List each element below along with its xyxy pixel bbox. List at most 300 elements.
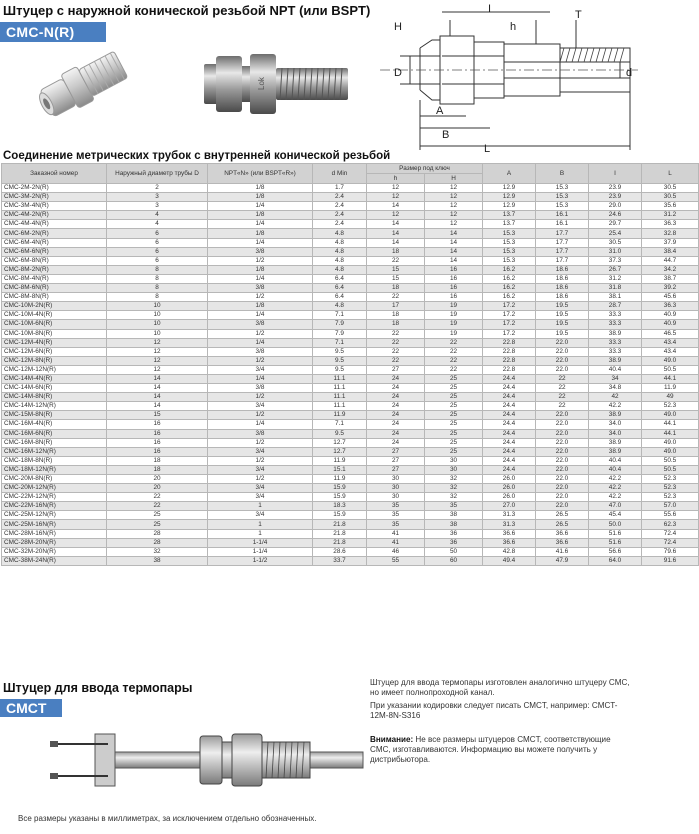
table-cell: CMC-16M-12N(R) (2, 447, 107, 456)
table-cell: 9.5 (313, 347, 367, 356)
table-row (2, 220, 699, 229)
table-cell: 17.7 (536, 229, 589, 238)
table-cell: 18.6 (536, 265, 589, 274)
warning-label: Внимание: (370, 735, 414, 744)
table-cell: 36.3 (642, 302, 699, 311)
table-cell: 12.7 (313, 438, 367, 447)
table-cell: 30.5 (589, 238, 642, 247)
table-cell: CMC-28M-20N(R) (2, 538, 107, 547)
table-cell: 16.2 (483, 265, 536, 274)
thermocouple-fitting-icon (50, 722, 365, 802)
table-cell: 18 (367, 247, 425, 256)
table-cell: 18 (367, 284, 425, 293)
table-cell: 1/4 (208, 311, 313, 320)
svg-text:T: T (575, 9, 582, 21)
table-cell: 1/8 (208, 211, 313, 220)
svg-text:H: H (394, 21, 402, 33)
table-cell: CMC-22M-16N(R) (2, 502, 107, 511)
table-cell: 15.3 (483, 229, 536, 238)
table-row (2, 293, 699, 302)
table-cell: 18 (107, 456, 208, 465)
table-cell: 42 (589, 393, 642, 402)
table-cell: 14 (107, 374, 208, 383)
table-cell: 9.5 (313, 365, 367, 374)
table-cell: 14 (367, 238, 425, 247)
table-cell: CMC-14M-4N(R) (2, 374, 107, 383)
table-cell: 45.4 (589, 511, 642, 520)
table-cell: 38.9 (589, 447, 642, 456)
table-cell: 35 (425, 502, 483, 511)
table-cell: 31.0 (589, 247, 642, 256)
table-cell: 3/8 (208, 247, 313, 256)
table-cell: 10 (107, 329, 208, 338)
table-cell: 27 (367, 456, 425, 465)
table-cell: 15.9 (313, 493, 367, 502)
table-cell: 32 (425, 493, 483, 502)
table-cell: 18.6 (536, 274, 589, 283)
table-cell: 6.4 (313, 293, 367, 302)
product-code-badge: CMC-N(R) (0, 22, 106, 42)
table-cell: 16 (107, 420, 208, 429)
table-cell: 41 (367, 538, 425, 547)
header-I: I (589, 164, 642, 184)
table-cell: 35 (367, 511, 425, 520)
table-cell: 12 (425, 184, 483, 193)
table-row (2, 465, 699, 474)
table-cell: 22.8 (483, 338, 536, 347)
table-cell: CMC-22M-12N(R) (2, 493, 107, 502)
table-cell: CMC-25M-16N(R) (2, 520, 107, 529)
table-cell: 3/4 (208, 484, 313, 493)
table-row (2, 247, 699, 256)
table-cell: 15.9 (313, 511, 367, 520)
table-cell: 1.7 (313, 184, 367, 193)
table-row (2, 256, 699, 265)
notes-block (370, 678, 632, 768)
table-cell: 32.8 (642, 229, 699, 238)
table-cell: 25 (425, 411, 483, 420)
table-cell: 2.4 (313, 193, 367, 202)
table-cell: 17 (367, 302, 425, 311)
table-cell: 50.5 (642, 365, 699, 374)
table-cell: 19.5 (536, 320, 589, 329)
note-paragraph-2: При указании кодировки следует писать CMCT, например: CMCT-12M-8N-S316 (370, 701, 618, 720)
table-row (2, 184, 699, 193)
table-cell: 36.6 (483, 538, 536, 547)
table-cell: 64.0 (589, 556, 642, 565)
fitting-photo-icon (22, 40, 142, 130)
table-cell: 8 (107, 284, 208, 293)
table-cell: 6 (107, 238, 208, 247)
table-cell: 11.9 (313, 475, 367, 484)
table-cell: CMC-16M-8N(R) (2, 438, 107, 447)
table-cell: 1/4 (208, 338, 313, 347)
table-cell: 31.3 (483, 511, 536, 520)
table-row (2, 493, 699, 502)
table-cell: 3/4 (208, 365, 313, 374)
table-cell: 4.8 (313, 265, 367, 274)
header-npt: NPT«N» (или BSPT«R») (208, 164, 313, 184)
svg-text:Lok: Lok (257, 77, 266, 90)
table-cell: 44.1 (642, 429, 699, 438)
table-cell: 38.9 (589, 356, 642, 365)
table-cell: 14 (107, 384, 208, 393)
svg-text:d: d (626, 67, 633, 79)
table-cell: CMC-18M-8N(R) (2, 456, 107, 465)
table-cell: 31.3 (483, 520, 536, 529)
table-cell: 4.8 (313, 238, 367, 247)
table-cell: 25 (425, 393, 483, 402)
table-cell: CMC-4M-2N(R) (2, 211, 107, 220)
table-cell: 22 (536, 393, 589, 402)
table-cell: 40.9 (642, 320, 699, 329)
table-cell: 32 (425, 484, 483, 493)
table-row (2, 438, 699, 447)
table-cell: 33.3 (589, 347, 642, 356)
thermocouple-badge: CMCT (0, 699, 62, 717)
table-cell: CMC-10M-6N(R) (2, 320, 107, 329)
table-cell: 15.3 (483, 256, 536, 265)
table-cell: 27.0 (483, 502, 536, 511)
table-cell: 7.9 (313, 320, 367, 329)
table-cell: 56.6 (589, 547, 642, 556)
table-cell: 41.6 (536, 547, 589, 556)
table-cell: 22.0 (536, 420, 589, 429)
table-cell: 1/2 (208, 475, 313, 484)
table-cell: 36 (425, 538, 483, 547)
table-cell: 16.2 (483, 274, 536, 283)
table-cell: 2.4 (313, 211, 367, 220)
table-cell: 3 (107, 193, 208, 202)
table-cell: 1/2 (208, 456, 313, 465)
table-cell: 12 (107, 365, 208, 374)
header-h: h (367, 174, 425, 184)
table-cell: 29.7 (589, 220, 642, 229)
table-row (2, 365, 699, 374)
table-row (2, 484, 699, 493)
table-cell: CMC-12M-12N(R) (2, 365, 107, 374)
table-cell: 16.2 (483, 284, 536, 293)
table-cell: 15.3 (536, 202, 589, 211)
table-cell: 15 (107, 411, 208, 420)
table-cell: 38.1 (589, 293, 642, 302)
table-cell: 35 (367, 520, 425, 529)
table-cell: 26.0 (483, 484, 536, 493)
table-cell: 40.4 (589, 456, 642, 465)
table-cell: 30 (367, 493, 425, 502)
table-cell: 14 (425, 247, 483, 256)
table-cell: 30.5 (642, 184, 699, 193)
table-cell: 42.2 (589, 484, 642, 493)
table-cell: 4.8 (313, 247, 367, 256)
table-cell: 31.8 (589, 284, 642, 293)
table-cell: 14 (107, 393, 208, 402)
table-cell: 1/2 (208, 329, 313, 338)
table-cell: 26.0 (483, 475, 536, 484)
table-cell: 16.1 (536, 211, 589, 220)
table-cell: 6.4 (313, 284, 367, 293)
table-cell: 24.4 (483, 393, 536, 402)
table-cell: 12 (367, 184, 425, 193)
table-cell: 22.0 (536, 465, 589, 474)
table-cell: 44.1 (642, 420, 699, 429)
table-cell: 40.4 (589, 365, 642, 374)
table-cell: 38 (107, 556, 208, 565)
table-cell: 12.7 (313, 447, 367, 456)
table-row (2, 384, 699, 393)
table-cell: 4 (107, 211, 208, 220)
table-cell: 22.0 (536, 447, 589, 456)
table-cell: CMC-20M-8N(R) (2, 475, 107, 484)
table-row (2, 302, 699, 311)
table-cell: 14 (367, 229, 425, 238)
table-cell: 43.4 (642, 347, 699, 356)
table-cell: 30 (367, 484, 425, 493)
table-cell: 50 (425, 547, 483, 556)
table-cell: 42.2 (589, 493, 642, 502)
table-cell: 22.0 (536, 475, 589, 484)
footer-note: Все размеры указаны в миллиметрах, за исключением отдельно обозначенных. (18, 814, 317, 823)
table-cell: 24.4 (483, 465, 536, 474)
table-cell: 15 (367, 274, 425, 283)
table-cell: 19.5 (536, 329, 589, 338)
table-row (2, 556, 699, 565)
table-cell: 1-1/4 (208, 547, 313, 556)
table-cell: 4.8 (313, 229, 367, 238)
table-cell: CMC-10M-4N(R) (2, 311, 107, 320)
table-cell: 18 (367, 320, 425, 329)
table-cell: 42.2 (589, 475, 642, 484)
table-cell: 1-1/2 (208, 556, 313, 565)
table-cell: 6 (107, 247, 208, 256)
table-cell: 38.9 (589, 411, 642, 420)
table-cell: 14 (425, 256, 483, 265)
table-cell: 15.3 (483, 238, 536, 247)
table-cell: 44.1 (642, 374, 699, 383)
table-cell: 22 (367, 347, 425, 356)
table-cell: 1/4 (208, 374, 313, 383)
table-cell: 19.5 (536, 302, 589, 311)
table-cell: 52.3 (642, 475, 699, 484)
table-cell: 22 (367, 329, 425, 338)
table-cell: 72.4 (642, 529, 699, 538)
svg-text:h: h (510, 21, 517, 33)
table-cell: 50.0 (589, 520, 642, 529)
table-cell: 16 (107, 447, 208, 456)
table-cell: 15.3 (483, 247, 536, 256)
table-cell: CMC-4M-4N(R) (2, 220, 107, 229)
table-cell: 22 (107, 502, 208, 511)
table-cell: CMC-12M-8N(R) (2, 356, 107, 365)
table-cell: 52.3 (642, 493, 699, 502)
table-cell: 22 (425, 347, 483, 356)
table-cell: 9.5 (313, 429, 367, 438)
table-cell: 2.4 (313, 202, 367, 211)
table-cell: CMC-6M-8N(R) (2, 256, 107, 265)
table-cell: 36 (425, 529, 483, 538)
table-cell: 24 (367, 429, 425, 438)
table-row (2, 511, 699, 520)
table-cell: 15.3 (536, 184, 589, 193)
table-cell: 3/8 (208, 429, 313, 438)
table-cell: 26.5 (536, 511, 589, 520)
table-cell: 13.7 (483, 211, 536, 220)
table-cell: 25 (425, 384, 483, 393)
table-cell: 17.2 (483, 311, 536, 320)
table-cell: CMC-3M-4N(R) (2, 202, 107, 211)
table-cell: 24.4 (483, 429, 536, 438)
table-cell: 28.7 (589, 302, 642, 311)
table-row (2, 475, 699, 484)
svg-text:A: A (436, 105, 444, 117)
table-cell: 22 (425, 365, 483, 374)
table-cell: CMC-12M-4N(R) (2, 338, 107, 347)
table-cell: 30 (367, 475, 425, 484)
table-cell: 24.4 (483, 456, 536, 465)
table-cell: 8 (107, 265, 208, 274)
table-cell: 33.3 (589, 320, 642, 329)
table-cell: 18.3 (313, 502, 367, 511)
table-cell: 37.3 (589, 256, 642, 265)
table-cell: 6.4 (313, 274, 367, 283)
table-cell: 24.4 (483, 374, 536, 383)
warning-text: Не все размеры штуцеров CMCT, соответствующие CMC, изготавливаются. Информацию вы можете получить у дистрибьютора. (370, 735, 611, 764)
table-cell: 3/8 (208, 347, 313, 356)
table-row (2, 502, 699, 511)
table-cell: 1/8 (208, 229, 313, 238)
table-cell: 30.5 (642, 193, 699, 202)
table-cell: 28 (107, 538, 208, 547)
table-cell: 57.0 (642, 502, 699, 511)
table-cell: 22 (367, 338, 425, 347)
table-title: Соединение метрических трубок с внутренней конической резьбой (3, 150, 391, 162)
table-cell: 30 (425, 465, 483, 474)
table-cell: 19 (425, 320, 483, 329)
table-cell: 12 (425, 202, 483, 211)
table-cell: 17.7 (536, 256, 589, 265)
table-cell: CMC-18M-12N(R) (2, 465, 107, 474)
spec-table (1, 163, 699, 566)
table-cell: 18 (107, 465, 208, 474)
table-cell: 55.6 (642, 511, 699, 520)
table-cell: 38.9 (589, 438, 642, 447)
table-cell: 62.3 (642, 520, 699, 529)
table-cell: 17.7 (536, 238, 589, 247)
table-cell: 22.0 (536, 484, 589, 493)
table-cell: 15.3 (536, 193, 589, 202)
table-cell: 22.0 (536, 438, 589, 447)
table-cell: CMC-6M-2N(R) (2, 229, 107, 238)
table-cell: 24 (367, 402, 425, 411)
table-cell: 12 (425, 193, 483, 202)
table-cell: 24.4 (483, 411, 536, 420)
table-cell: 45.6 (642, 293, 699, 302)
table-cell: 11.9 (313, 456, 367, 465)
table-cell: 34 (589, 374, 642, 383)
table-cell: 14 (107, 402, 208, 411)
table-cell: 16 (107, 438, 208, 447)
table-cell: 38.7 (642, 274, 699, 283)
table-row (2, 456, 699, 465)
fitting-side-photo-icon (198, 34, 358, 134)
table-row (2, 311, 699, 320)
table-cell: CMC-8M-8N(R) (2, 293, 107, 302)
table-cell: 1/4 (208, 420, 313, 429)
table-cell: 49 (642, 393, 699, 402)
table-cell: 25.4 (589, 229, 642, 238)
table-cell: 8 (107, 293, 208, 302)
table-cell: 24 (367, 411, 425, 420)
table-cell: 26.0 (483, 493, 536, 502)
table-cell: 22 (536, 384, 589, 393)
table-cell: CMC-6M-4N(R) (2, 238, 107, 247)
table-cell: 12 (367, 193, 425, 202)
table-cell: 43.4 (642, 338, 699, 347)
table-cell: 24.4 (483, 384, 536, 393)
header-H: H (425, 174, 483, 184)
table-cell: 39.2 (642, 284, 699, 293)
table-cell: 25 (425, 447, 483, 456)
table-cell: 1/8 (208, 302, 313, 311)
table-row (2, 338, 699, 347)
table-row (2, 402, 699, 411)
table-cell: 28 (107, 529, 208, 538)
table-row (2, 447, 699, 456)
table-row (2, 411, 699, 420)
table-cell: 38.9 (589, 329, 642, 338)
table-cell: 3/4 (208, 447, 313, 456)
table-cell: 55 (367, 556, 425, 565)
table-cell: 36.6 (536, 529, 589, 538)
table-cell: CMC-20M-12N(R) (2, 484, 107, 493)
table-cell: 24 (367, 420, 425, 429)
table-cell: 19 (425, 311, 483, 320)
table-cell: 22.0 (536, 493, 589, 502)
table-cell: 3 (107, 202, 208, 211)
table-cell: 10 (107, 302, 208, 311)
table-row (2, 393, 699, 402)
table-cell: 33.3 (589, 338, 642, 347)
table-cell: 7.1 (313, 338, 367, 347)
table-cell: 20 (107, 475, 208, 484)
table-cell: CMC-14M-6N(R) (2, 384, 107, 393)
table-cell: 1/2 (208, 256, 313, 265)
table-cell: 12 (425, 220, 483, 229)
table-cell: 12 (107, 347, 208, 356)
table-cell: 22.8 (483, 356, 536, 365)
table-cell: 22.0 (536, 456, 589, 465)
table-cell: 47.9 (536, 556, 589, 565)
table-cell: 7.9 (313, 329, 367, 338)
table-cell: 17.7 (536, 247, 589, 256)
table-cell: 6 (107, 229, 208, 238)
table-cell: 21.8 (313, 529, 367, 538)
table-cell: 1/4 (208, 238, 313, 247)
table-cell: 18.6 (536, 293, 589, 302)
table-cell: 24.4 (483, 402, 536, 411)
table-cell: 49.0 (642, 438, 699, 447)
table-cell: 16.2 (483, 293, 536, 302)
table-cell: CMC-6M-6N(R) (2, 247, 107, 256)
table-cell: 1/2 (208, 411, 313, 420)
table-cell: CMC-12M-6N(R) (2, 347, 107, 356)
table-cell: 79.6 (642, 547, 699, 556)
table-row (2, 529, 699, 538)
table-cell: 12 (425, 211, 483, 220)
table-cell: 1 (208, 529, 313, 538)
header-wrench: Размер под ключ (367, 164, 483, 174)
table-cell: 25 (107, 511, 208, 520)
